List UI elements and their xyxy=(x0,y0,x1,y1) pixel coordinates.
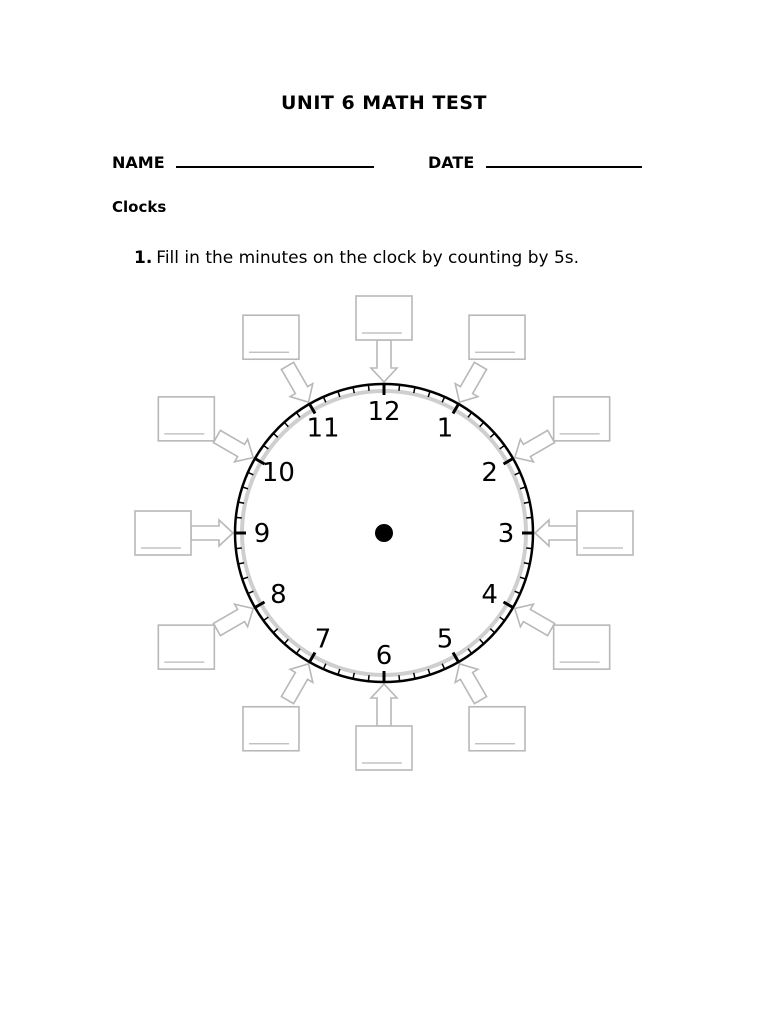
arrow-icon xyxy=(371,340,397,382)
clock-center-dot xyxy=(375,524,393,542)
minute-tick xyxy=(324,664,326,669)
minute-tick xyxy=(249,473,254,475)
minute-tick xyxy=(414,388,415,393)
question-text: Fill in the minutes on the clock by counting by 5s. xyxy=(156,248,580,268)
minute-tick xyxy=(500,446,504,449)
minute-tick xyxy=(297,413,300,417)
minute-tick xyxy=(243,487,248,489)
arrow-icon xyxy=(455,664,486,704)
name-label: NAME xyxy=(112,153,165,172)
minute-tick xyxy=(490,629,494,632)
minute-tick xyxy=(338,669,340,674)
minute-tick xyxy=(442,664,444,669)
minute-tick xyxy=(414,673,415,678)
answer-box-35[interactable] xyxy=(243,664,313,751)
clock-number-1: 1 xyxy=(436,413,454,444)
minute-tick xyxy=(526,518,531,519)
minute-tick xyxy=(524,563,529,564)
minute-tick xyxy=(369,675,370,680)
minute-tick xyxy=(324,398,326,403)
page-title: UNIT 6 MATH TEST xyxy=(280,92,487,114)
minute-tick xyxy=(428,669,430,674)
minute-tick xyxy=(237,548,242,549)
minute-tick xyxy=(399,675,400,680)
minute-tick xyxy=(353,388,354,393)
clock-number-11: 11 xyxy=(306,413,340,444)
arrow-icon xyxy=(515,604,555,635)
clock-number-10: 10 xyxy=(261,458,295,488)
clock-number-12: 12 xyxy=(367,397,401,427)
minute-tick xyxy=(520,577,525,579)
minute-tick xyxy=(285,423,288,427)
minute-tick xyxy=(526,548,531,549)
minute-tick xyxy=(490,434,494,437)
answer-box-5[interactable] xyxy=(455,315,525,402)
answer-box-25[interactable] xyxy=(455,664,525,751)
clock-number-8: 8 xyxy=(270,580,287,610)
clock-number-6: 6 xyxy=(375,641,393,671)
arrow-icon xyxy=(213,430,253,461)
minute-tick xyxy=(264,446,268,449)
minute-tick xyxy=(515,473,520,475)
arrow-icon xyxy=(455,362,486,402)
minute-tick xyxy=(239,563,244,564)
minute-tick xyxy=(264,617,268,620)
answer-box-45[interactable] xyxy=(135,511,233,555)
minute-tick xyxy=(338,392,340,397)
minute-tick xyxy=(468,413,471,417)
answer-box-10[interactable] xyxy=(515,397,610,462)
minute-tick xyxy=(520,487,525,489)
minute-tick xyxy=(442,398,444,403)
answer-box-20[interactable] xyxy=(515,604,610,669)
minute-tick xyxy=(480,639,483,643)
minute-tick xyxy=(274,629,278,632)
section-heading: Clocks xyxy=(112,198,167,216)
answer-box-40[interactable] xyxy=(158,604,253,669)
arrow-icon xyxy=(515,430,555,461)
minute-tick xyxy=(297,649,300,653)
minute-tick xyxy=(274,434,278,437)
minute-tick xyxy=(515,591,520,593)
minute-tick xyxy=(243,577,248,579)
minute-tick xyxy=(285,639,288,643)
answer-box-30[interactable] xyxy=(356,684,412,770)
answer-box-0[interactable] xyxy=(356,296,412,382)
arrow-icon xyxy=(535,520,577,546)
minute-tick xyxy=(237,518,242,519)
arrow-icon xyxy=(191,520,233,546)
minute-tick xyxy=(480,423,483,427)
date-label: DATE xyxy=(428,153,475,172)
clock-number-3: 3 xyxy=(497,519,515,549)
minute-tick xyxy=(249,591,254,593)
arrow-icon xyxy=(281,664,312,704)
minute-tick xyxy=(353,673,354,678)
arrow-icon xyxy=(213,604,253,635)
minute-tick xyxy=(428,392,430,397)
minute-tick xyxy=(524,502,529,503)
answer-box-55[interactable] xyxy=(243,315,313,402)
question-number: 1. xyxy=(134,248,153,268)
minute-tick xyxy=(369,386,370,391)
minute-tick xyxy=(239,502,244,503)
arrow-icon xyxy=(281,362,312,402)
clock-number-2: 2 xyxy=(481,458,498,488)
minute-tick xyxy=(468,649,471,653)
clock-number-7: 7 xyxy=(314,624,332,655)
minute-tick xyxy=(500,617,504,620)
minute-tick xyxy=(399,386,400,391)
clock-number-4: 4 xyxy=(481,580,498,610)
answer-box-15[interactable] xyxy=(535,511,633,555)
arrow-icon xyxy=(371,684,397,726)
clock-number-9: 9 xyxy=(253,519,271,549)
answer-box-50[interactable] xyxy=(158,397,253,462)
clock-number-5: 5 xyxy=(436,624,454,655)
